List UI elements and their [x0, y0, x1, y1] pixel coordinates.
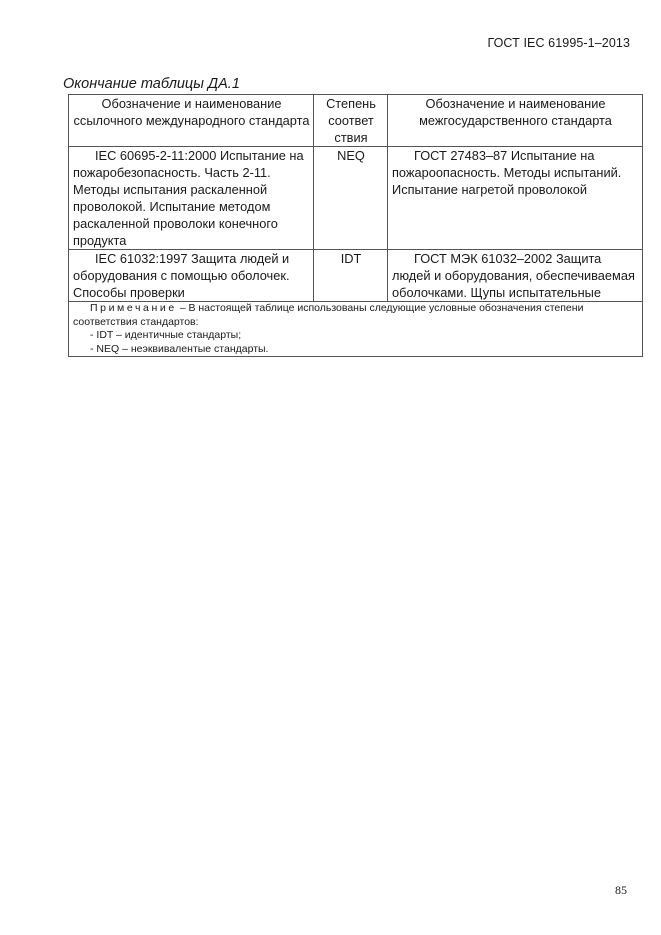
header-interstate-standard: Обозначение и наименование межгосударственного стандарта — [388, 95, 643, 147]
note-item-neq: - NEQ – неэквивалентые стандарты. — [90, 342, 269, 355]
header-international-standard: Обозначение и наименование ссылочного международного стандарта — [69, 95, 314, 147]
table-note-row — [69, 302, 643, 357]
table-row — [69, 250, 643, 302]
cell-interstate-standard: ГОСТ МЭК 61032–2002 Защита людей и оборудования, обеспечиваемая оболочками. Щупы испытательные — [388, 250, 643, 302]
document-header: ГОСТ IEC 61995-1–2013 — [487, 36, 630, 50]
cell-international-standard: IEC 60695-2-11:2000 Испытание на пожаробезопасность. Часть 2-11. Методы испытания раскаленной проволокой. Испытание методом раскаленной проволоки конечного продукта — [69, 147, 314, 250]
cell-interstate-standard: ГОСТ 27483–87 Испытание на пожароопасность. Методы испытаний. Испытание нагретой проволокой — [388, 147, 643, 250]
cell-international-standard: IEC 61032:1997 Защита людей и оборудования с помощью оболочек. Способы проверки — [69, 250, 314, 302]
cell-degree: NEQ — [314, 147, 388, 250]
note-label: Примечание — [90, 302, 177, 314]
note-item-idt: - IDT – идентичные стандарты; — [90, 329, 242, 341]
table-row — [69, 147, 643, 250]
header-degree-of-correspondence: Степень соответ ствия — [314, 95, 388, 147]
correspondence-table — [68, 94, 643, 357]
note-text: – В настоящей таблице использованы следующие условные обозначения степени соответствия стандартов: — [73, 302, 584, 328]
page-number: 85 — [615, 883, 627, 897]
cell-degree: IDT — [314, 250, 388, 302]
table-note — [69, 302, 643, 357]
table-header-row — [69, 95, 643, 147]
table-caption: Окончание таблицы ДА.1 — [63, 76, 240, 92]
